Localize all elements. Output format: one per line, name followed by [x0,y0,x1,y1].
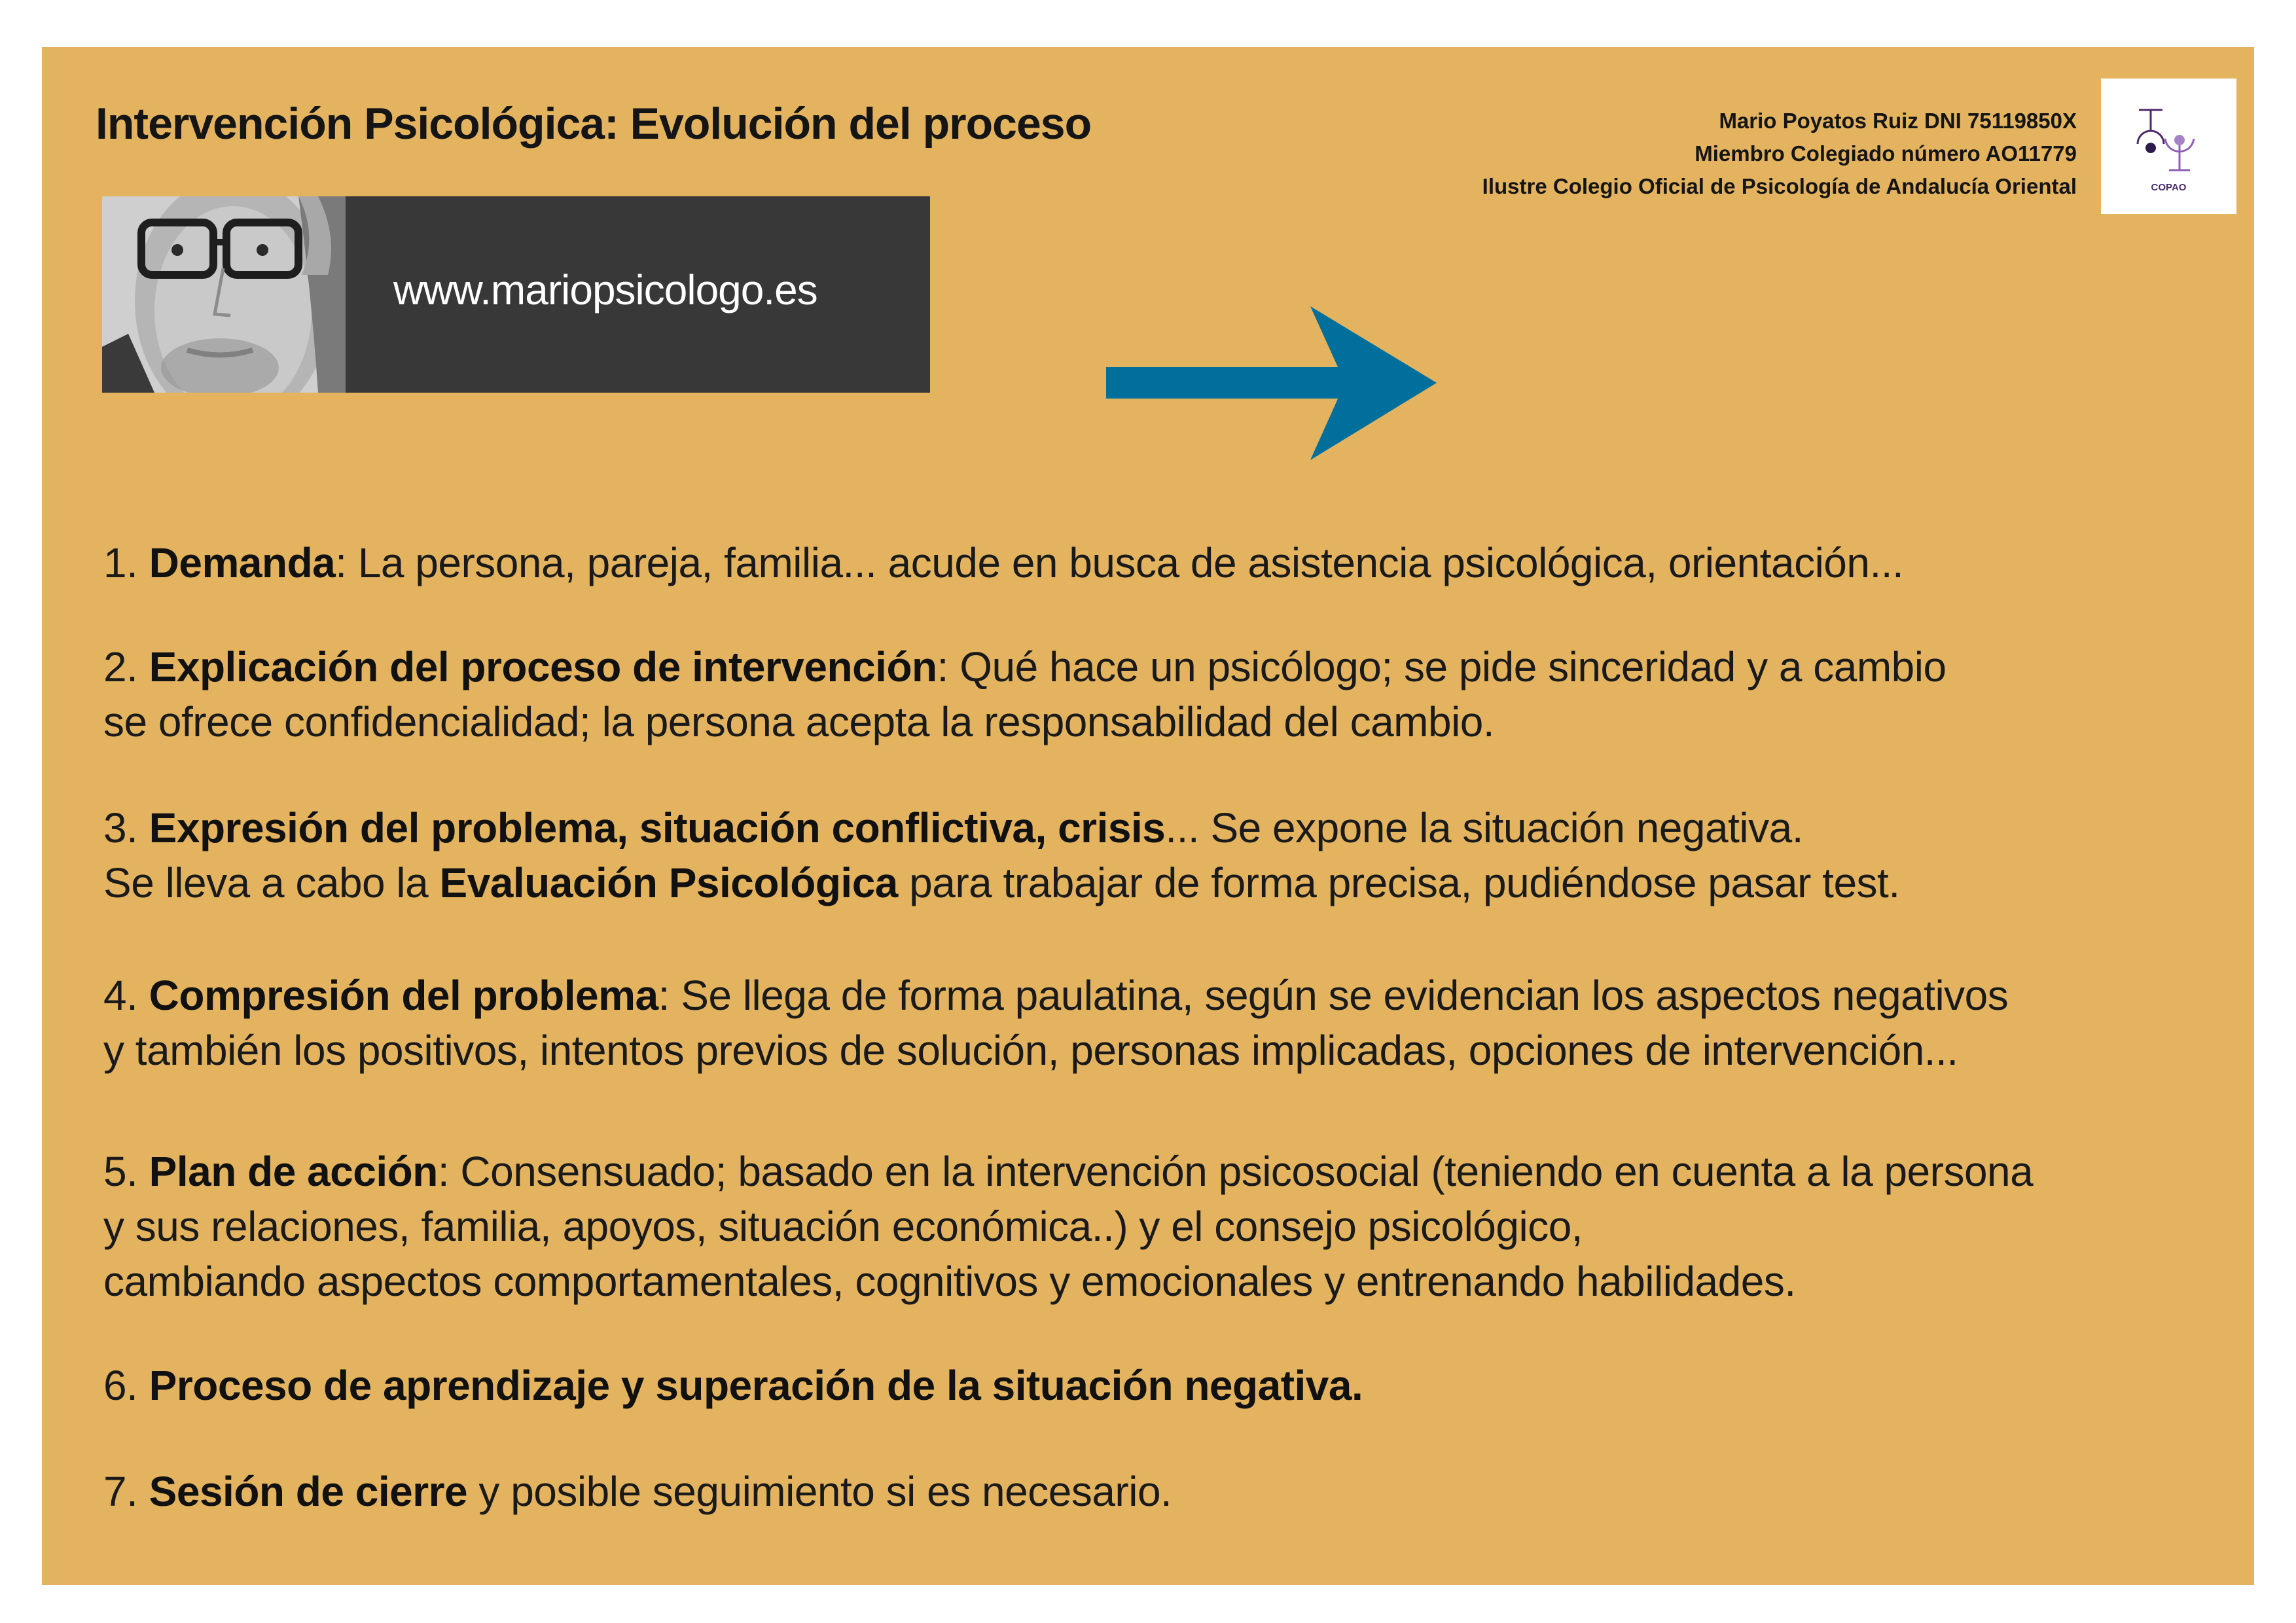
list-item-7: 7. Sesión de cierre y posible seguimiento si es necesario. [103,1468,1172,1515]
credentials-block [1482,105,2077,203]
list-item-5: 5. Plan de acción: Consensuado; basado en la intervención psicosocial (teniendo en cuenta a la persona y sus relaciones, familia, apoyos, situación económica..) y el consejo psicológico, cambiando aspectos comportamentales, cognitivos y emocionales y entrenando habilidades. [103,1148,2034,1305]
list-item-1: 1. Demanda: La persona, pareja, familia... acude en busca de asistencia psicológica, orientación... [103,539,1904,586]
list-item-heading: Sesión de cierre [149,1468,468,1515]
arrow-right-icon [1106,306,1437,463]
list-item-2: 2. Explicación del proceso de intervención: Qué hace un psicólogo; se pide sinceridad y a cambio se ofrece confidencialidad; la persona acepta la responsabilidad del cambio. [103,643,1946,745]
list-item-heading: Compresión del problema [149,972,658,1019]
page-title: Intervención Psicológica: Evolución del proceso [96,99,1092,149]
portrait-photo [102,196,346,393]
list-item-3: 3. Expresión del problema, situación conflictiva, crisis... Se expone la situación negativa. Se lleva a cabo la Evaluación Psicológica para trabajar de forma precisa, pudiéndose pasar test. [103,804,1900,906]
credential-name: Mario Poyatos Ruiz DNI 75119850X [1719,109,2077,133]
list-item-heading: Expresión del problema, situación conflictiva, crisis [149,804,1166,851]
website-banner [102,196,930,393]
list-item-6: 6. Proceso de aprendizaje y superación de la situación negativa. [103,1362,1363,1409]
copao-logo [2101,79,2236,214]
list-item-heading: Proceso de aprendizaje y superación de la situación negativa. [149,1362,1363,1409]
list-item-heading: Demanda [149,539,336,586]
evaluation-emphasis: Evaluación Psicológica [439,859,898,906]
list-item-heading: Plan de acción [149,1148,438,1195]
copao-emblem-icon [2101,79,2236,214]
portrait-person-icon [102,196,346,393]
credential-college: Ilustre Colegio Oficial de Psicología de Andalucía Oriental [1482,174,2077,198]
list-item-4: 4. Compresión del problema: Se llega de forma paulatina, según se evidencian los aspectos negativos y también los positivos, intentos previos de solución, personas implicadas, opciones de intervención... [103,972,2009,1074]
credential-member-number: Miembro Colegiado número AO11779 [1695,141,2077,166]
website-url: www.mariopsicologo.es [393,266,817,313]
list-item-heading: Explicación del proceso de intervención [149,643,937,690]
logo-caption: COPAO [2151,182,2187,193]
